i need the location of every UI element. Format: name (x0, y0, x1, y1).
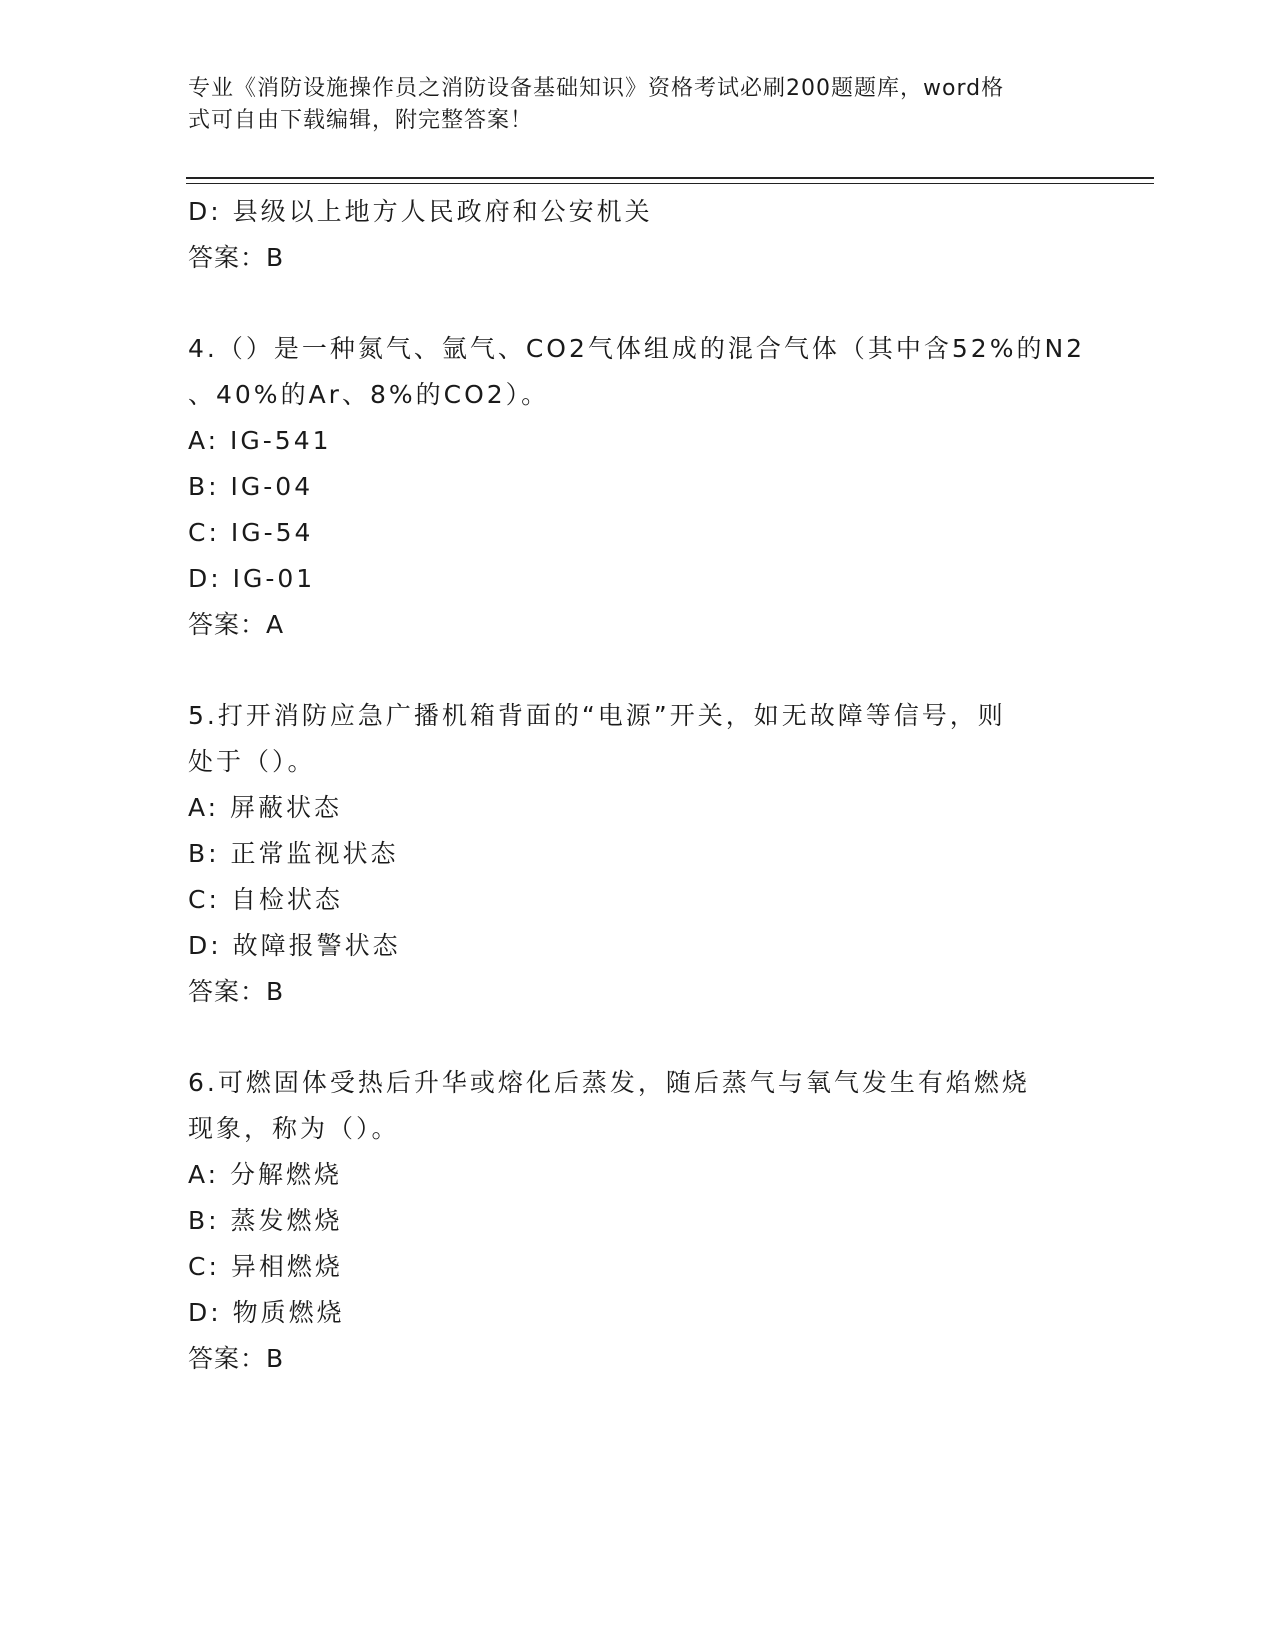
option-c: C: 异相燃烧 (188, 1252, 343, 1281)
header-divider-thin (186, 183, 1154, 184)
option-c: C: 自检状态 (188, 885, 343, 914)
option-c: C: IG-54 (188, 518, 314, 547)
answer-label: 答案：B (188, 977, 285, 1006)
header-divider-thick (186, 177, 1154, 179)
option-a: A: IG-541 (188, 426, 332, 455)
option-a: A: 屏蔽状态 (188, 793, 343, 822)
spacer (188, 1015, 1088, 1060)
question-3 (188, 189, 1088, 281)
header-line-2: 式可自由下载编辑，附完整答案！ (188, 108, 534, 133)
option-d: D: 物质燃烧 (188, 1298, 345, 1327)
question-list (188, 189, 1088, 1382)
option-d: D: 县级以上地方人民政府和公安机关 (188, 197, 653, 226)
document-header (188, 73, 1068, 137)
option-b: B: 蒸发燃烧 (188, 1206, 343, 1235)
question-4 (188, 326, 1088, 648)
option-a: A: 分解燃烧 (188, 1160, 343, 1189)
spacer (188, 648, 1088, 693)
question-5 (188, 693, 1088, 1015)
answer-label: 答案：B (188, 1344, 285, 1373)
question-stem: 4.（）是一种氮气、氩气、CO2气体组成的混合气体（其中含52%的N2 (188, 334, 1086, 363)
question-6 (188, 1060, 1088, 1382)
question-stem: 5.打开消防应急广播机箱背面的“电源”开关，如无故障等信号，则 (188, 701, 1006, 730)
answer-label: 答案：B (188, 243, 285, 272)
option-d: D: 故障报警状态 (188, 931, 401, 960)
answer-label: 答案：A (188, 610, 285, 639)
option-b: B: 正常监视状态 (188, 839, 399, 868)
header-line-1: 专业《消防设施操作员之消防设备基础知识》资格考试必刷200题题库，word格 (188, 76, 1005, 101)
question-stem-continued: 现象，称为（）。 (188, 1114, 400, 1143)
question-stem-continued: 、40%的Ar、8%的CO2）。 (188, 380, 550, 409)
question-stem-continued: 处于（）。 (188, 747, 316, 776)
option-d: D: IG-01 (188, 564, 316, 593)
spacer (188, 281, 1088, 326)
question-stem: 6.可燃固体受热后升华或熔化后蒸发，随后蒸气与氧气发生有焰燃烧 (188, 1068, 1030, 1097)
option-b: B: IG-04 (188, 472, 314, 501)
